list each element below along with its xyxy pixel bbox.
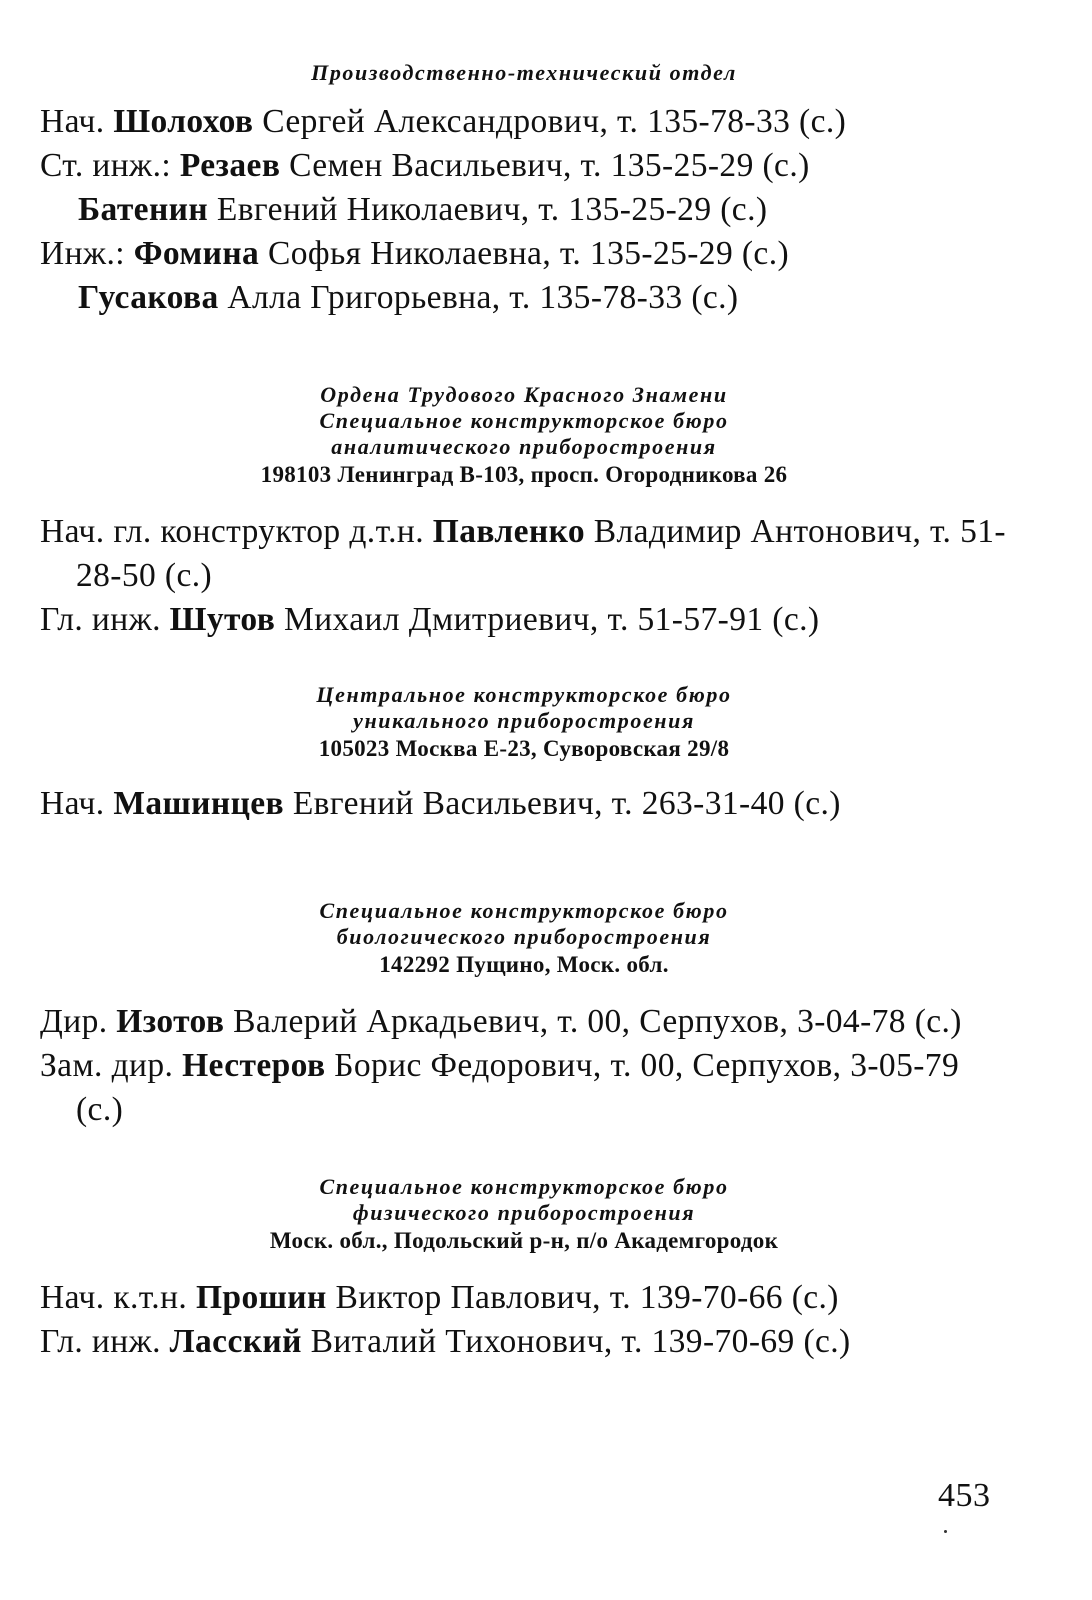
heading-line: Специальное конструкторское бюро bbox=[319, 408, 729, 433]
entry-details: Валерий Аркадьевич, т. 00, Серпухов, 3-04-78 (с.) bbox=[224, 1003, 962, 1040]
entry-surname: Резаев bbox=[179, 147, 281, 184]
staff-entry bbox=[40, 188, 1008, 232]
entry-surname: Нестеров bbox=[182, 1047, 326, 1084]
heading-line: Производственно-технический отдел bbox=[311, 60, 737, 85]
entry-details: Виталий Тихонович, т. 139-70-69 (с.) bbox=[301, 1323, 851, 1360]
staff-entry bbox=[40, 782, 1008, 826]
section-unique-instruments-bureau bbox=[40, 682, 1008, 826]
entry-details: Сергей Александрович, т. 135-78-33 (с.) bbox=[253, 103, 847, 140]
entry-title: Инж.: bbox=[40, 235, 134, 272]
entry-surname: Павленко bbox=[432, 513, 585, 550]
staff-entry bbox=[40, 1000, 1008, 1044]
staff-entry bbox=[40, 1276, 1008, 1320]
entry-details: Софья Николаевна, т. 135-25-29 (с.) bbox=[259, 235, 790, 272]
heading-line: уникального приборостроения bbox=[353, 708, 695, 733]
entry-surname: Шолохов bbox=[113, 103, 254, 140]
entry-details: Михаил Дмитриевич, т. 51-57-91 (с.) bbox=[275, 601, 820, 638]
entry-details: Семен Васильевич, т. 135-25-29 (с.) bbox=[280, 147, 810, 184]
entry-details: Евгений Васильевич, т. 263-31-40 (с.) bbox=[284, 785, 841, 822]
entry-title: Гл. инж. bbox=[40, 1323, 170, 1360]
entry-surname: Шутов bbox=[169, 601, 276, 638]
staff-entry bbox=[40, 232, 1008, 276]
section-production-technical-dept bbox=[40, 60, 1008, 320]
entry-title: Дир. bbox=[40, 1003, 117, 1040]
entry-title: Нач. bbox=[40, 785, 114, 822]
entry-details: Борис Федорович, т. 00, Серпухов, 3-05-79 (с.) bbox=[76, 1047, 968, 1128]
section-physical-instruments-bureau bbox=[40, 1174, 1008, 1364]
entry-title: Зам. дир. bbox=[40, 1047, 183, 1084]
section-biological-instruments-bureau bbox=[40, 898, 1008, 1132]
heading-line: аналитического приборостроения bbox=[331, 434, 717, 459]
section-heading bbox=[40, 1174, 1008, 1226]
staff-entry bbox=[40, 598, 1008, 642]
section-analytical-instruments-bureau bbox=[40, 382, 1008, 642]
section-address: 142292 Пущино, Моск. обл. bbox=[379, 952, 669, 977]
directory-page bbox=[40, 58, 1008, 1364]
entry-title: Нач. к.т.н. bbox=[40, 1279, 196, 1316]
section-heading bbox=[40, 898, 1008, 950]
heading-line: Специальное конструкторское бюро bbox=[319, 1174, 729, 1199]
section-address: Моск. обл., Подольский р-н, п/о Академгородок bbox=[269, 1228, 779, 1253]
heading-line: физического приборостроения bbox=[352, 1200, 696, 1225]
entry-title: Ст. инж.: bbox=[40, 147, 180, 184]
entry-surname: Изотов bbox=[116, 1003, 225, 1040]
entry-title: Гл. инж. bbox=[40, 601, 170, 638]
staff-entry bbox=[40, 1320, 1008, 1364]
section-heading bbox=[40, 682, 1008, 734]
entry-details: Владимир Антонович, т. 51-28-50 (с.) bbox=[76, 513, 1006, 594]
heading-line: биологического приборостроения bbox=[336, 924, 712, 949]
entry-details: Виктор Павлович, т. 139-70-66 (с.) bbox=[326, 1279, 839, 1316]
heading-line: Ордена Трудового Красного Знамени bbox=[320, 382, 728, 407]
entry-surname: Ласский bbox=[169, 1323, 302, 1360]
section-heading bbox=[40, 60, 1008, 86]
entry-title: Нач. гл. конструктор д.т.н. bbox=[40, 513, 433, 550]
heading-line: Специальное конструкторское бюро bbox=[319, 898, 729, 923]
entry-surname: Машинцев bbox=[113, 785, 285, 822]
entry-surname: Прошин bbox=[195, 1279, 327, 1316]
staff-entry bbox=[40, 100, 1008, 144]
section-address: 198103 Ленинград В-103, просп. Огородникова 26 bbox=[260, 462, 788, 487]
entry-surname: Батенин bbox=[78, 191, 209, 228]
staff-entry bbox=[40, 276, 1008, 320]
staff-entry bbox=[40, 1044, 1008, 1132]
staff-entry bbox=[40, 144, 1008, 188]
section-address: 105023 Москва Е-23, Суворовская 29/8 bbox=[318, 736, 730, 761]
entry-surname: Гусакова bbox=[78, 279, 219, 316]
section-heading bbox=[40, 382, 1008, 460]
entry-title: Нач. bbox=[40, 103, 114, 140]
entry-details: Алла Григорьевна, т. 135-78-33 (с.) bbox=[218, 279, 739, 316]
entry-details: Евгений Николаевич, т. 135-25-29 (с.) bbox=[208, 191, 768, 228]
entry-surname: Фомина bbox=[133, 235, 260, 272]
print-speck bbox=[944, 1530, 947, 1533]
staff-entry bbox=[40, 510, 1008, 598]
page-number: 453 bbox=[938, 1477, 991, 1514]
heading-line: Центральное конструкторское бюро bbox=[316, 682, 732, 707]
